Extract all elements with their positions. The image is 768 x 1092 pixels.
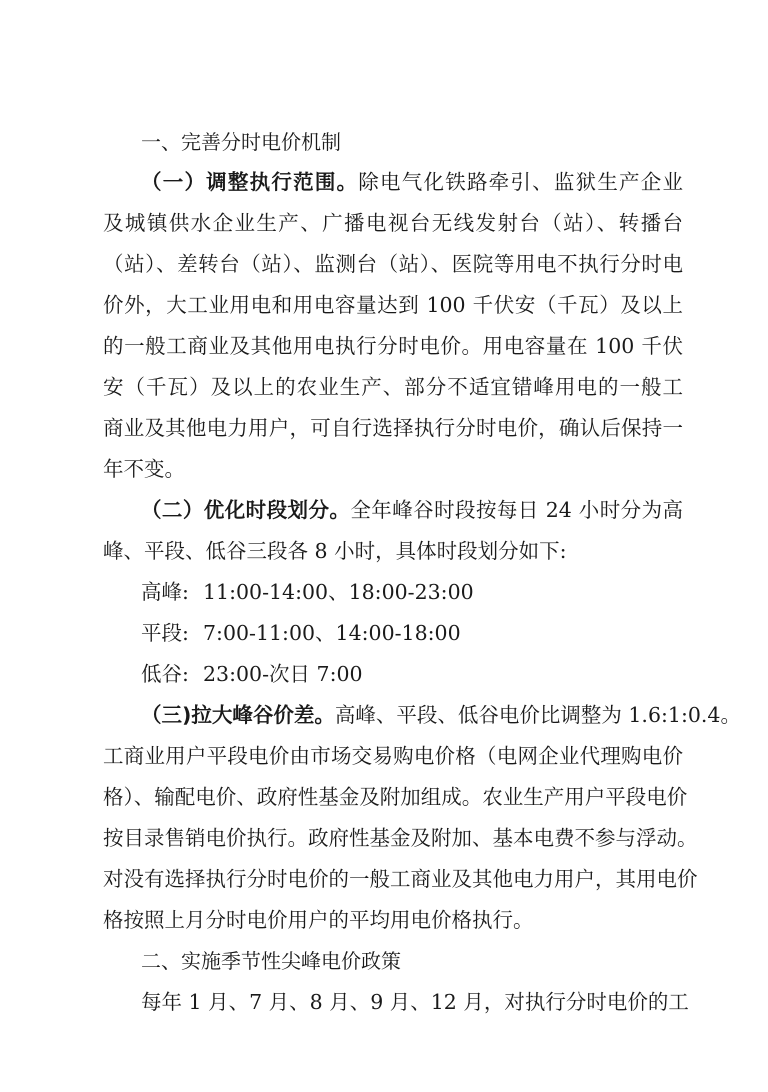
time-slot-flat <box>141 619 683 647</box>
section-2-line: 每年 1 月、7 月、8 月、9 月、12 月，对执行分时电价的工 <box>141 990 689 1014</box>
item-1-line: 的一般工商业及其他用电执行分时电价。用电容量在 100 千伏 <box>103 334 683 358</box>
item-3-line1-rest: 高峰、平段、低谷电价比调整为 1.6:1:0.4。 <box>334 703 741 727</box>
item-1-line1-rest: 除电气化铁路牵引、监狱生产企业 <box>358 170 684 194</box>
time-slot-label: 低谷: <box>141 662 189 686</box>
time-slot-label: 高峰: <box>141 580 189 604</box>
item-2-first-line <box>141 496 683 524</box>
item-1-line: 年不变。 <box>103 457 185 481</box>
item-3-line: 工商业用户平段电价由市场交易购电价格（电网企业代理购电价 <box>103 744 683 768</box>
time-slot-value: 7:00-11:00、14:00-18:00 <box>203 621 461 645</box>
item-2-line: 峰、平段、低谷三段各 8 小时，具体时段划分如下: <box>103 539 567 563</box>
item-1-line: （站）、差转台（站）、监测台（站）、医院等用电不执行分时电 <box>103 252 683 276</box>
item-1-lead: （一）调整执行范围。 <box>141 170 359 194</box>
item-3-line: 对没有选择执行分时电价的一般工商业及其他电力用户，其用电价 <box>103 867 698 891</box>
item-1-line: 商业及其他电力用户，可自行选择执行分时电价，确认后保持一 <box>103 416 683 440</box>
item-2-lead: （二）优化时段划分。 <box>141 498 351 522</box>
time-slot-value: 23:00-次日 7:00 <box>203 662 363 686</box>
time-slot-value: 11:00-14:00、18:00-23:00 <box>203 580 474 604</box>
item-1-line: 价外，大工业用电和用电容量达到 100 千伏安（千瓦）及以上 <box>103 293 683 317</box>
item-1-line: 安（千瓦）及以上的农业生产、部分不适宜错峰用电的一般工 <box>103 375 683 399</box>
section-1-heading: 一、完善分时电价机制 <box>141 130 341 154</box>
item-3-line: 按目录售销电价执行。政府性基金及附加、基本电费不参与浮动。 <box>103 826 698 850</box>
item-3-line: 格）、输配电价、政府性基金及附加组成。农业生产用户平段电价 <box>103 785 688 809</box>
item-3-line: 格按照上月分时电价用户的平均用电价格执行。 <box>103 908 534 932</box>
time-slot-valley <box>141 660 683 688</box>
item-1-first-line <box>141 168 683 196</box>
item-3-lead: （三)拉大峰谷价差。 <box>141 703 335 727</box>
section-2-heading: 二、实施季节性尖峰电价政策 <box>141 949 401 973</box>
item-3-first-line <box>141 701 741 729</box>
time-slot-label: 平段: <box>141 621 189 645</box>
item-2-line1-rest: 全年峰谷时段按每日 24 小时分为高 <box>350 498 684 522</box>
item-1-line: 及城镇供水企业生产、广播电视台无线发射台（站）、转播台 <box>103 211 683 235</box>
time-slot-peak <box>141 578 683 606</box>
